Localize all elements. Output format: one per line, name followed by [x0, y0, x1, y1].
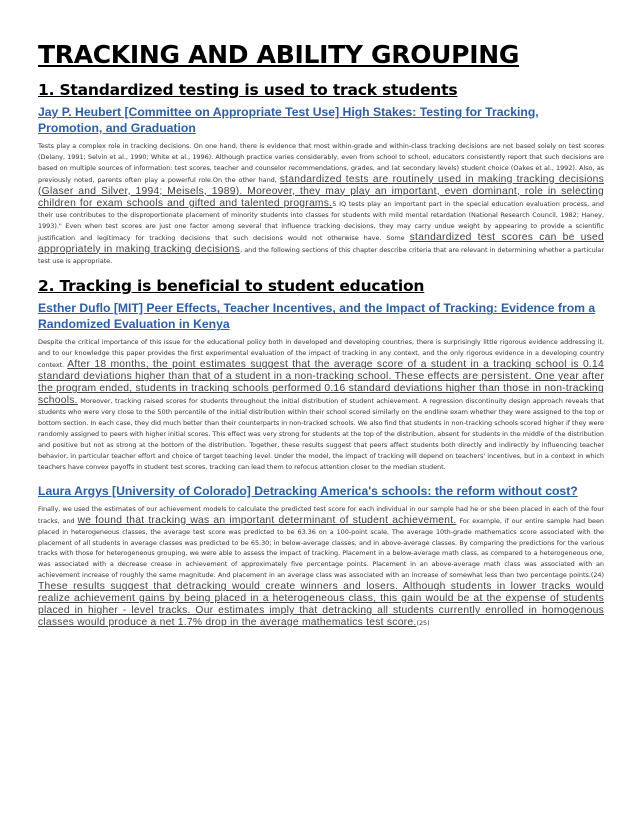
section-1-highlight-1: standardized tests are routinely used in making tracking decisions (Glaser and Silver, 1994; Meisels, 1989). Moreover, they may play an important, even dominant, role in selecting children for exam schools and gifted and talented programs.	[38, 173, 604, 209]
section-2-body	[38, 337, 604, 472]
section-2-text-1: Despite the critical importance of this issue for the educational policy both in developed and developing countries, there is surprisingly little rigorous evidence addressing it, and to our knowledge this paper provides the first experimental evaluation of the impact of tracking in any context, and the only rigorous evidence in a developing country context.	[38, 338, 604, 370]
document-title: TRACKING AND ABILITY GROUPING	[38, 40, 520, 69]
section-3-highlight-2: These results suggest that detracking would create winners and losers. Although students in lower tracks would realize achievement gains by being placed in a heterogeneous class, this gain would be at the expense of students placed in higher - level tracks. Our estimates imply that detracking all students currently enrolled in homogenous classes would produce a net 1.7% drop in the average mathematics test score.	[38, 581, 604, 629]
section-3-highlight-1: we found that tracking was an important determinant of student achievement.	[77, 514, 457, 526]
section-1-highlight-2: standardized test scores can be used appropriately in making tracking decisions	[38, 231, 605, 255]
section-1-text-2: 5 IQ tests play an important part in the special education evaluation process, and their use contributes to the disproportionate placement of minority students into classes for students with mild mental retardation (National Research Council, 1982; Haney, 1993)." Even when test scores are just one factor among several that influence tracking decisions, they may carry undue weight by appearing to provide a scientific justification and legitimacy for tracking decisions that such decisions would not otherwise have. Some	[38, 199, 604, 242]
section-3-text-2: For example, if our entire sample had been placed in heterogeneous classes, the average test score was predicted to be 63.36 on a 100-point scale. The average 10th-grade mathematics score associated with the placement of all students in average classes was predicted to be 65.30; in below-average classes, and in above-average classes. By comparing the predictions for the various tracks with those for heterogeneous grouping, we were able to assess the impact of tracking. Placement in a below-average math class, as compared to a heterogeneous one, was associated with a decrease crease in achievement of approximately five percentage points. Placement in an above-average math class was associated with an achievement increase of roughly the same magnitude. And placement in an average class was associated with an increase of somewhat less than two percentage points.(24)	[38, 516, 604, 580]
section-1-source-link[interactable]: Jay P. Heubert [Committee on Appropriate Test Use] High Stakes: Testing for Tracking, Promotion, and Graduation	[38, 105, 539, 135]
section-3-text-1: Finally, we used the estimates of our achievement models to calculate the predicted test score for each individual in our sample had he or she been placed in each of the four tracks, and	[38, 504, 604, 525]
section-2-source-link[interactable]: Esther Duflo [MIT] Peer Effects, Teacher Incentives, and the Impact of Tracking: Evidence from a Randomized Evaluation in Kenya	[38, 301, 596, 332]
section-3-body	[38, 504, 604, 629]
section-1-text-3: , and the following sections of this chapter describe criteria that are relevant in determining whether a particular test use is appropriate.	[38, 245, 604, 265]
section-2-highlight-1: After 18 months, the point estimates suggest that the average score of a student in a tracking school is 0.14 standard deviations higher than that of a student in a non-tracking school. These effects are persistent. One year after the program ended, students in tracking schools performed 0.16 standard deviations higher than those in non-tracking schools.	[38, 359, 604, 407]
section-1-body	[38, 141, 604, 266]
section-2-heading: 2. Tracking is beneficial to student education	[38, 277, 425, 296]
section-3-reference: (25)	[416, 619, 430, 628]
section-1-text-1: Tests play a complex role in tracking decisions. On one hand, there is evidence that most within-grade and within-class tracking decisions are not based solely on test scores (Delany, 1991; Selvin et al., 1990; White et al., 1996). Although practice varies considerably, even from school to school, educators consistently report that such decisions are based on multiple sources of information: test scores, teacher and counselor recommendations, grades, and (at secondary levels) student choice (Oakes et al., 1992). Also, as previously noted, parents often play a powerful role.On the other hand,	[38, 142, 604, 184]
section-3-source-link[interactable]: Laura Argys [University of Colorado] Detracking America's schools: the reform without cost?	[38, 483, 578, 498]
section-2-text-2: Moreover, tracking raised scores for students throughout the initial distribution of student achievement. A regression discontinuity design approach reveals that students who were very close to the 50th percentile of the initial distribution within their school scored similarly on the endline exam whether they were assigned to the top or bottom section. In each case, they did much better than their counterparts in non-tracked schools. We also find that students in non-tracking schools scored higher if they were randomly assigned to peers with higher initial scores. This effect was very strong for students at the top of the distribution, absent for students in the middle of the distribution and positive but not as strong at the bottom of the distribution. Together, these results suggest that peers affect students both directly and indirectly by influencing teacher behavior, in particular teacher effort and choice of target teaching level. Under the model, the impact of tracking will depend on teachers' incentives, but in a context in which teachers have convex payoffs in student test scores, tracking can lead them to refocus attention closer to the median student.	[38, 397, 604, 471]
section-1-heading: 1. Standardized testing is used to track students	[38, 81, 458, 99]
